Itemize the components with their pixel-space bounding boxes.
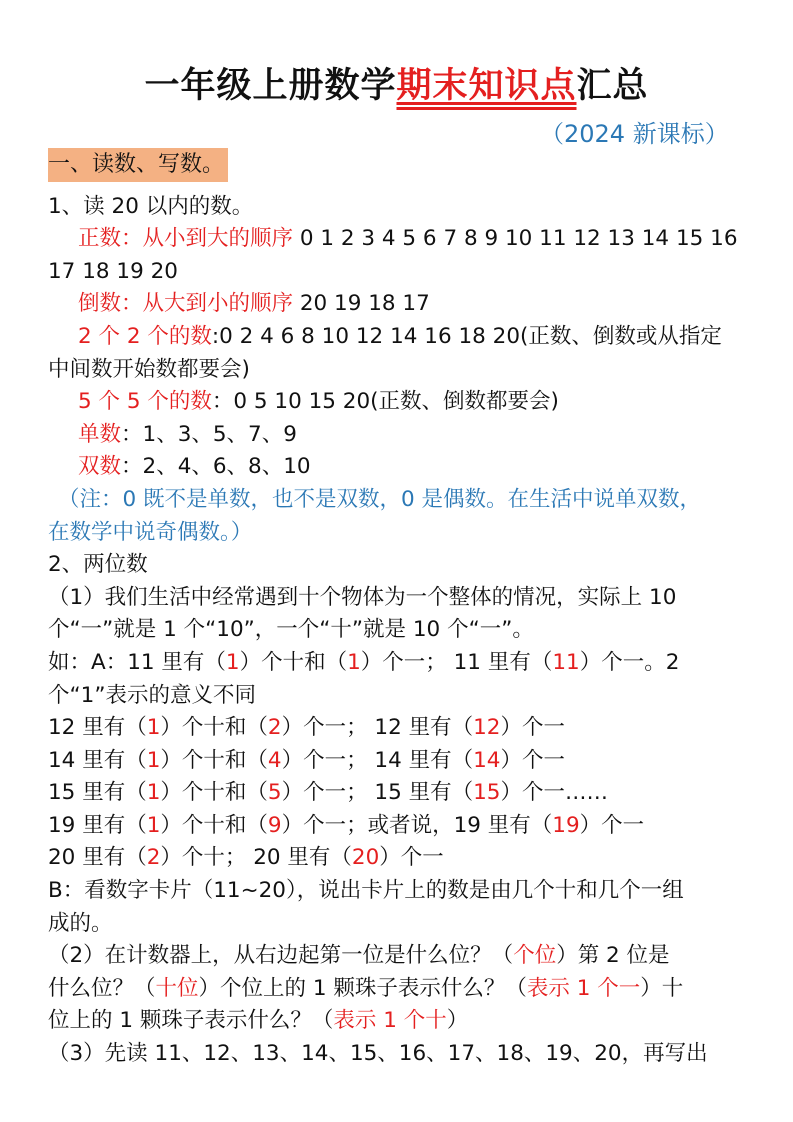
text-segment: ）个十和（ [160,715,268,741]
highlighted-text: 1 [146,747,161,773]
text-segment: （1）我们生活中经常遇到十个物体为一个整体的情况，实际上 10 [48,584,677,610]
text-segment: ：0 5 10 15 20(正数、倒数都要会) [211,389,559,415]
text-segment: B：看数字卡片（11~20），说出卡片上的数是由几个十和几个一组 [48,878,684,904]
highlighted-text: 个位 [513,943,557,969]
text-segment: ）个一； 14 里有（ [281,747,474,773]
text-segment: ）个一；或者说，19 里有（ [281,812,553,838]
text-segment: 20 19 18 17 [293,291,430,317]
text-segment: 成的。 [48,910,113,936]
highlighted-text: 20 [351,845,380,871]
highlighted-text: 14 [473,747,501,773]
text-segment: 2、两位数 [48,552,148,578]
highlighted-text: 4 [267,747,282,773]
text-line [48,1038,768,1071]
text-segment: ）个一 [379,845,444,871]
highlighted-text: 19 [552,812,580,838]
text-segment: 15 里有（ [48,780,147,806]
highlighted-text: 2 [146,845,161,871]
highlighted-text: 1 [146,780,161,806]
title-text-end: 汇总 [576,66,649,106]
text-line [48,256,768,289]
highlighted-text: 十位 [155,975,199,1001]
section-heading: 一、读数、写数。 [48,148,228,182]
subtitle: （2024 新课标） [540,120,729,148]
spacer [48,158,768,191]
text-segment: ）个一…… [500,780,608,806]
text-segment: ：2、4、6、8、10 [121,454,311,480]
highlighted-text: 2 个 2 个的数 [78,323,212,349]
highlighted-text: 11 [552,649,580,675]
text-segment: ）个十； 20 里有（ [160,845,352,871]
text-line [48,354,768,387]
text-segment: 14 里有（ [48,747,147,773]
text-segment: ：1、3、5、7、9 [121,421,297,447]
note-text: （注：0 既不是单数，也不是双数，0 是偶数。在生活中说单双数， [58,486,702,512]
text-line [48,810,768,843]
highlighted-text: 表示 1 个十 [333,1008,447,1034]
highlighted-text: 9 [267,812,282,838]
text-line [48,386,768,419]
text-line [48,842,768,875]
text-line [48,191,768,224]
text-line [48,223,768,256]
text-line [48,745,768,778]
text-segment: 17 18 19 20 [48,258,178,284]
text-line [48,647,768,680]
text-segment: 1、读 20 以内的数。 [48,193,254,219]
text-segment: ）个十和（ [239,649,348,675]
text-line [48,973,768,1006]
text-segment: 什么位？（ [48,975,156,1001]
text-segment: ）第 2 位是 [556,943,670,969]
text-segment: 个“一”就是 1 个“10”，一个“十”就是 10 个“一”。 [48,617,534,643]
highlighted-text: 1 [225,649,240,675]
text-segment: ）个十和（ [160,812,268,838]
text-line [48,614,768,647]
text-segment: （3）先读 11、12、13、14、15、16、17、18、19、20，再写出 [48,1041,708,1067]
highlighted-text: 2 [267,715,282,741]
text-line [48,582,768,615]
highlighted-text: 5 个 5 个的数 [78,389,212,415]
text-line [48,419,768,452]
text-line [48,712,768,745]
text-segment: ）个一 [500,715,565,741]
text-segment: ）十 [640,975,684,1001]
text-line [48,875,768,908]
highlighted-text: 1 [146,715,161,741]
text-line [48,680,768,713]
highlighted-text: 5 [267,780,282,806]
highlighted-text: 1 [347,649,361,675]
highlighted-text: 15 [473,780,501,806]
text-line [48,517,768,550]
text-line [48,777,768,810]
text-segment: ）个一 [500,747,565,773]
text-segment: ）个一。2 [579,649,680,675]
text-segment: ）个一； 11 里有（ [360,649,553,675]
highlighted-text: 双数 [78,454,122,480]
highlighted-text: 表示 1 个一 [526,975,641,1001]
text-segment: 个“1”表示的意义不同 [48,682,256,708]
highlighted-text: 单数 [78,421,122,447]
text-segment: ） [446,1008,469,1034]
text-segment: 12 里有（ [48,715,147,741]
text-segment: 如：A：11 里有（ [48,649,226,675]
text-line [48,288,768,321]
highlighted-text: 1 [146,812,161,838]
text-segment: ）个一； 15 里有（ [281,780,474,806]
text-segment: 0 1 2 3 4 5 6 7 8 9 10 11 12 13 14 15 16 [293,226,738,252]
text-line [48,908,768,941]
text-segment: ）个位上的 1 颗珠子表示什么？（ [198,975,527,1001]
text-line [48,549,768,582]
text-segment: ）个十和（ [160,780,268,806]
text-line [48,940,768,973]
text-segment: ）个一； 12 里有（ [281,715,474,741]
note-text: 在数学中说奇偶数。） [48,519,253,545]
text-segment: 19 里有（ [48,812,147,838]
highlighted-text: 正数：从小到大的顺序 [78,226,294,252]
title-highlight: 期末知识点 [396,66,577,106]
highlighted-text: 倒数：从大到小的顺序 [78,291,294,317]
text-segment: ）个一 [579,812,645,838]
document-body [48,158,768,1071]
text-segment: ）个十和（ [160,747,268,773]
text-segment: 中间数开始数都要会) [48,356,250,382]
text-line [48,321,768,354]
text-segment: :0 2 4 6 8 10 12 14 16 18 20(正数、倒数或从指定 [211,323,722,349]
text-segment: 20 里有（ [48,845,147,871]
text-line [48,451,768,484]
text-line [48,1005,768,1038]
page-title [0,58,793,108]
title-text: 一年级上册数学 [144,66,397,106]
text-segment: 位上的 1 颗珠子表示什么？（ [48,1008,334,1034]
highlighted-text: 12 [473,715,501,741]
text-line [48,484,768,517]
text-segment: （2）在计数器上，从右边起第一位是什么位？（ [48,943,514,969]
